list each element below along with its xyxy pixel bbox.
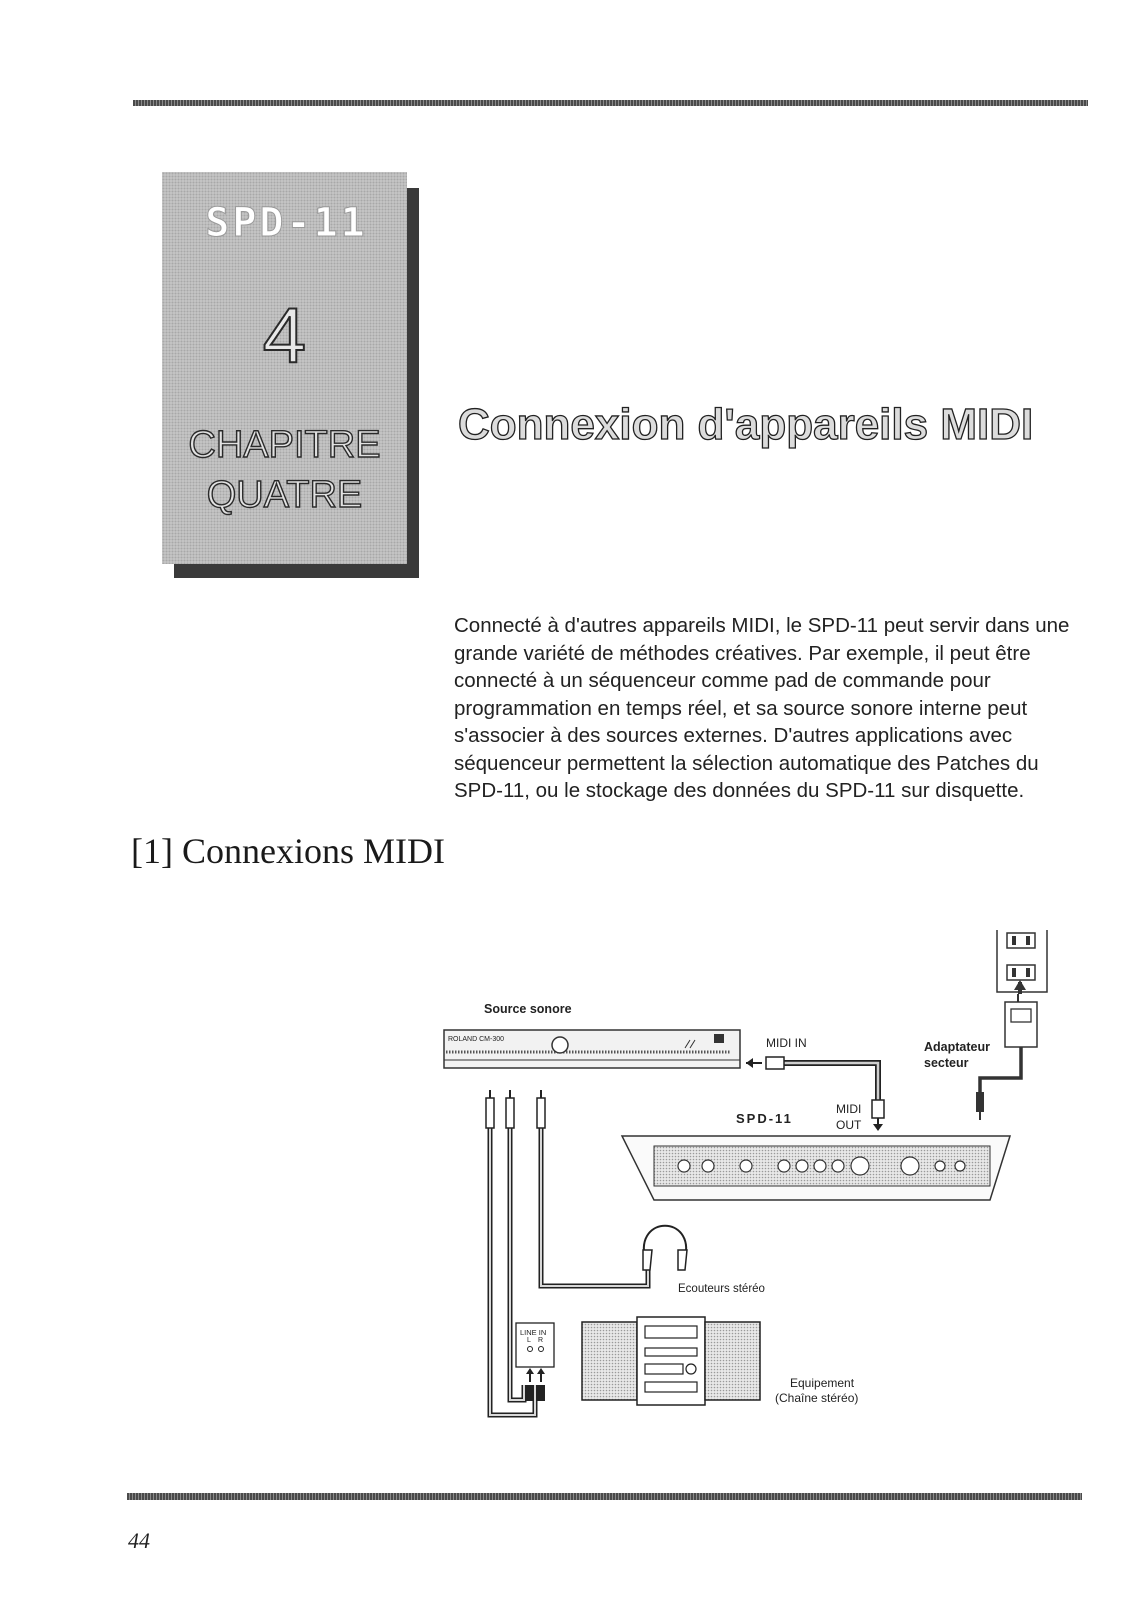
- line-in-label: LINE IN: [520, 1328, 547, 1337]
- midi-out-label-line2: OUT: [836, 1118, 862, 1132]
- chapter-label-number: QUATRE: [206, 474, 363, 516]
- ac-adapter-label-line1: Adaptateur: [924, 1040, 990, 1054]
- page-number: 44: [128, 1528, 150, 1553]
- chapter-number: 4: [262, 291, 307, 379]
- section-heading: [1] Connexions MIDI: [131, 831, 445, 871]
- midi-out-label-line1: MIDI: [836, 1102, 862, 1116]
- intro-paragraph: Connecté à d'autres appareils MIDI, le SPD-11 peut servir dans une grande variété de méthodes créatives. Par exemple, il peut être connecté à un séquenceur comme pad de commande pour programmation en temps réel, et sa source sonore interne peut s'associer à des sources externes. D'autres applications avec séquenceur permettent la sélection automatique des Patches du SPD-11, ou le stockage des données du SPD-11 sur disquette.: [454, 614, 1070, 802]
- headphones-label: Ecouteurs stéréo: [678, 1283, 765, 1295]
- midi-in-label: MIDI IN: [766, 1036, 807, 1050]
- equipment-label-line1: Equipement: [790, 1376, 855, 1390]
- chapter-box: [162, 172, 407, 564]
- chapter-label: CHAPITRE: [188, 424, 381, 466]
- connection-diagram: [440, 930, 1090, 1460]
- chapter-model-logo: SPD-11: [205, 200, 368, 246]
- stereo-system-icon: [582, 1317, 760, 1405]
- chapter-title: Connexion d'appareils MIDI: [458, 400, 1034, 449]
- headphones-icon: [643, 1226, 687, 1270]
- line-in-l-label: L: [527, 1337, 531, 1344]
- wall-outlet-icon: [997, 930, 1047, 994]
- top-rule: [133, 100, 1088, 106]
- bottom-rule: [127, 1493, 1082, 1500]
- line-in-r-label: R: [538, 1337, 544, 1344]
- ac-adapter-label-line2: secteur: [924, 1056, 969, 1070]
- spd11-rear-panel-icon: [622, 1136, 1010, 1200]
- sound-module-brand-label: ROLAND CM-300: [448, 1036, 505, 1043]
- sound-source-label: Source sonore: [484, 1002, 572, 1016]
- ac-adapter-icon: [976, 994, 1037, 1120]
- spd11-label: SPD-11: [736, 1111, 793, 1126]
- equipment-label-line2: (Chaîne stéréo): [775, 1391, 859, 1405]
